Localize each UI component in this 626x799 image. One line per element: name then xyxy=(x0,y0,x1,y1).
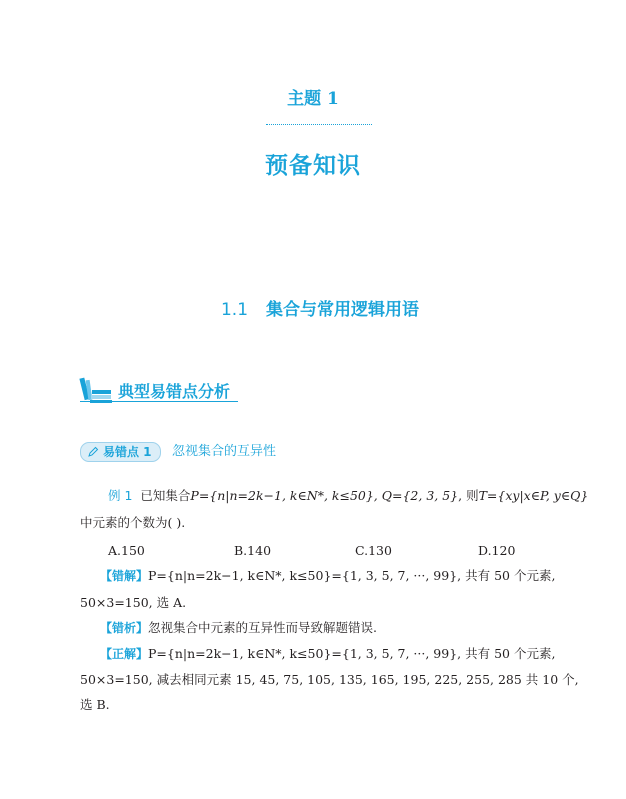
option-c: C.130 xyxy=(355,543,392,558)
example-stem xyxy=(108,488,588,504)
correct-tag: 【正解】 xyxy=(100,647,149,661)
topic-title: 预备知识 xyxy=(265,152,361,179)
option-a: A.150 xyxy=(108,543,145,558)
error-point-badge xyxy=(80,442,161,462)
wrong-line1: P={n|n=2k−1, k∈N*, k≤50}={1, 3, 5, 7, ···, 99}, 共有 50 个元素, xyxy=(148,568,556,583)
example-stem-line2: 中元素的个数为( ). xyxy=(80,515,186,530)
example-stem-pre: 已知集合 xyxy=(140,488,191,503)
correct-line1: P={n|n=2k−1, k∈N*, k≤50}={1, 3, 5, 7, ···, 99}, 共有 50 个元素, xyxy=(148,646,556,661)
example-label: 例 1 xyxy=(108,488,133,503)
wrong-tag: 【错解】 xyxy=(100,569,149,583)
wrong-line2: 50×3=150, 选 A. xyxy=(80,595,187,610)
correct-line2: 50×3=150, 减去相同元素 15, 45, 75, 105, 135, 165, 195, 225, 255, 285 共 10 个, xyxy=(80,672,579,687)
error-point-title: 忽视集合的互异性 xyxy=(172,444,277,459)
correct-solution xyxy=(100,646,555,662)
option-d: D.120 xyxy=(478,543,516,558)
example-stem-mid: , 则 xyxy=(458,488,479,503)
heading-underline xyxy=(80,401,238,402)
set-p: P={n|n=2k−1, k∈N*, k≤50}, Q={2, 3, 5} xyxy=(190,488,459,503)
option-b: B.140 xyxy=(234,543,272,558)
pencil-icon xyxy=(87,446,99,458)
correct-line3: 选 B. xyxy=(80,697,110,712)
analysis-tag: 【错析】 xyxy=(100,621,149,635)
topic-label: 主题 1 xyxy=(287,89,339,109)
section-number: 1.1 xyxy=(220,300,249,320)
section-heading: 典型易错点分析 xyxy=(118,382,231,401)
wrong-solution xyxy=(100,568,555,584)
books-icon xyxy=(78,376,112,404)
topic-divider xyxy=(266,124,372,125)
section-title xyxy=(0,295,626,320)
analysis-text: 忽视集合中元素的互异性而导致解题错误. xyxy=(148,620,377,635)
error-analysis xyxy=(100,620,377,636)
set-t: T={xy|x∈P, y∈Q} xyxy=(478,488,589,503)
error-point-label: 易错点 1 xyxy=(103,445,152,459)
section-name: 集合与常用逻辑用语 xyxy=(266,300,420,320)
